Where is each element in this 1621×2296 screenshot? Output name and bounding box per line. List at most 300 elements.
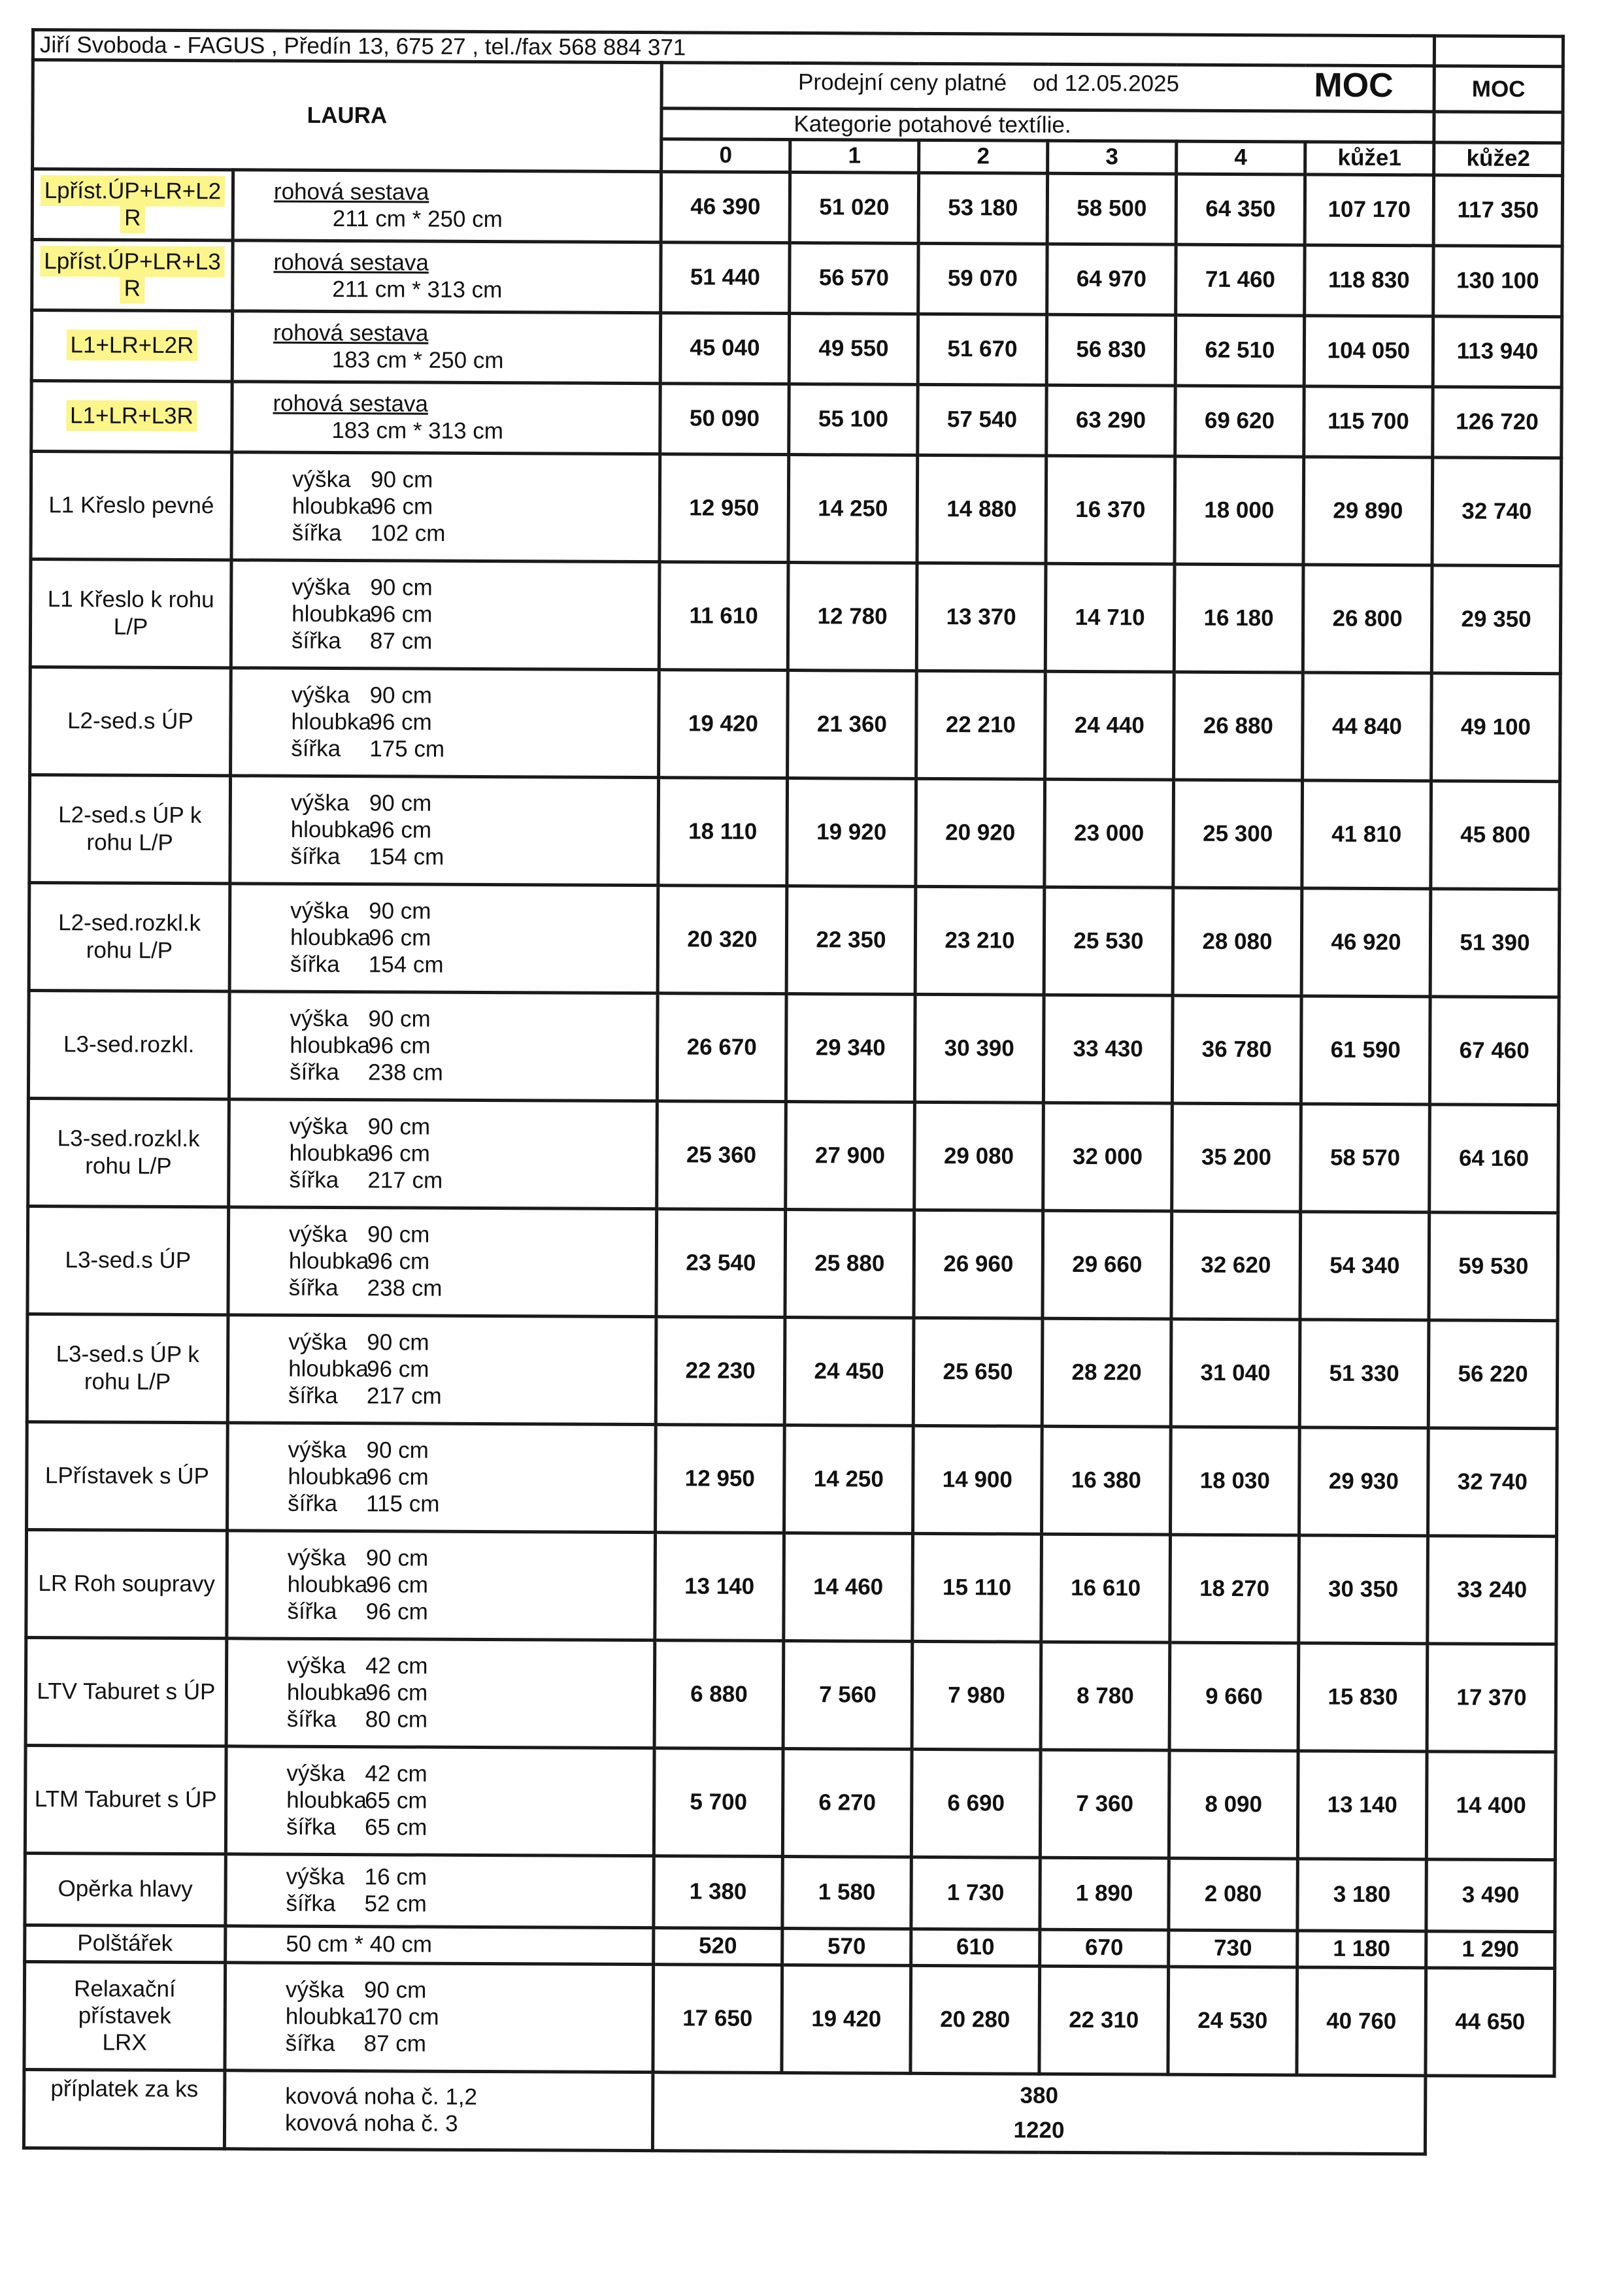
- price-cell: 14 250: [788, 454, 918, 563]
- price-cell: 5 700: [654, 1748, 783, 1856]
- price-cell: 71 460: [1176, 244, 1305, 316]
- price-cell: 64 350: [1176, 174, 1305, 245]
- table-row: [26, 1529, 1557, 1644]
- price-cell: 18 000: [1175, 456, 1304, 565]
- dimension-line: [290, 951, 656, 980]
- dimension-value: 65 cm: [364, 1814, 427, 1840]
- header-corner-cell: [1434, 36, 1563, 67]
- dimension-value: 42 cm: [365, 1652, 428, 1679]
- price-cell: 26 880: [1174, 672, 1303, 780]
- dimension-line: [286, 2003, 652, 2032]
- dimension-line: [288, 1382, 654, 1411]
- dimension-line: [292, 573, 658, 602]
- dimension-value: 80 cm: [365, 1706, 428, 1733]
- item-dimensions: [226, 1746, 654, 1855]
- surcharge-empty-cell: [1425, 2075, 1554, 2154]
- price-cell: 25 880: [785, 1209, 914, 1318]
- dimension-line: [286, 1890, 652, 1919]
- dimension-value: 52 cm: [364, 1891, 427, 1917]
- dimension-line: [286, 1863, 652, 1891]
- table-row: [32, 169, 1562, 246]
- item-dimensions: [231, 452, 660, 561]
- dimension-line: [289, 1274, 655, 1303]
- table-row: [28, 1098, 1559, 1212]
- price-cell: 63 290: [1046, 385, 1175, 456]
- price-cell: 24 440: [1045, 671, 1175, 780]
- price-cell: 33 430: [1043, 995, 1173, 1103]
- set-type: rohová sestava: [273, 390, 429, 417]
- dimension-label: hloubka: [286, 1679, 367, 1706]
- set-name-line2: R: [124, 205, 141, 231]
- set-description: [233, 240, 661, 312]
- dimension-line: [289, 1140, 655, 1169]
- dimension-value: 50 cm * 40 cm: [286, 1931, 433, 1958]
- price-cell: 26 960: [914, 1210, 1043, 1318]
- price-cell: 41 810: [1302, 780, 1431, 889]
- price-cell: 21 360: [788, 670, 917, 778]
- item-name-line: L3-sed.s ÚP: [65, 1247, 192, 1273]
- dimension-label: výška: [290, 1005, 349, 1031]
- price-cell: 64 970: [1047, 244, 1176, 315]
- table-row: [31, 451, 1562, 565]
- dimension-label: šířka: [286, 1890, 336, 1917]
- item-dimensions: [228, 1206, 657, 1316]
- item-dimensions: [231, 667, 660, 777]
- dimension-value: 90 cm: [369, 897, 431, 924]
- dimension-value: 87 cm: [363, 2031, 427, 2057]
- item-name-line: LPřístavek s ÚP: [44, 1463, 209, 1489]
- dimension-value: 90 cm: [369, 682, 433, 708]
- price-cell: 25 300: [1173, 780, 1303, 888]
- price-cell: 25 360: [657, 1101, 786, 1209]
- item-name: [29, 774, 231, 883]
- price-cell: 19 420: [782, 1965, 911, 2073]
- table-row: [30, 559, 1561, 673]
- dimension-value: 96 cm: [369, 709, 432, 735]
- price-cell: 8 780: [1041, 1642, 1170, 1750]
- price-cell: 28 080: [1173, 888, 1302, 996]
- dimension-line: [289, 1167, 655, 1195]
- dimension-value: 115 cm: [366, 1491, 440, 1517]
- price-cell: 117 350: [1433, 175, 1562, 246]
- price-cell: 1 730: [911, 1857, 1040, 1929]
- price-cell: 28 220: [1042, 1318, 1171, 1427]
- set-type: rohová sestava: [273, 178, 429, 205]
- dimension-value: 217 cm: [367, 1167, 443, 1193]
- surcharge-label: příplatek za ks: [24, 2069, 225, 2148]
- item-dimensions: [227, 1530, 656, 1640]
- dimension-line: [290, 1005, 656, 1033]
- dimension-value: 96 cm: [368, 1033, 431, 1059]
- dimension-line: [286, 1787, 652, 1816]
- item-name: [28, 990, 229, 1099]
- set-name-line1: Lpříst.ÚP+LR+L3: [44, 248, 221, 275]
- dimension-label: šířka: [292, 520, 342, 546]
- item-dimensions: [230, 775, 659, 885]
- surcharge-price-1: 380: [1020, 2082, 1059, 2108]
- price-cell: 35 200: [1172, 1103, 1301, 1212]
- item-name: [27, 1422, 228, 1530]
- price-cell: 19 920: [787, 778, 916, 886]
- dimension-value: 90 cm: [370, 574, 433, 601]
- dimension-label: výška: [290, 790, 350, 816]
- dimension-value: 90 cm: [367, 1113, 431, 1140]
- price-cell: 33 240: [1428, 1535, 1557, 1644]
- price-cell: 16 180: [1174, 564, 1303, 673]
- price-cell: 59 070: [918, 243, 1047, 314]
- set-type: rohová sestava: [273, 249, 429, 276]
- price-cell: 17 370: [1427, 1643, 1556, 1752]
- dimension-value: 238 cm: [368, 1059, 443, 1086]
- item-name: [27, 1206, 229, 1314]
- price-cell: 32 620: [1171, 1211, 1301, 1320]
- dimension-line: [290, 843, 656, 872]
- dimension-value: 96 cm: [367, 1140, 430, 1167]
- dimension-value: 90 cm: [366, 1437, 429, 1463]
- price-cell: 1 380: [654, 1855, 782, 1928]
- item-name: [24, 1961, 226, 2070]
- dimension-label: šířka: [290, 951, 340, 978]
- price-cell: 44 650: [1426, 1967, 1555, 2076]
- surcharge-prices: [652, 2072, 1426, 2154]
- highlighted-set-name: [66, 330, 197, 361]
- price-cell: 3 180: [1297, 1859, 1426, 1931]
- dimension-value: 217 cm: [366, 1383, 442, 1409]
- price-cell: 45 040: [660, 312, 789, 384]
- highlighted-set-name: [40, 246, 225, 304]
- item-dimensions: [226, 1925, 654, 1964]
- dimension-line: [291, 708, 657, 737]
- product-title: LAURA: [33, 60, 662, 171]
- item-name-line: LTM Taburet s ÚP: [34, 1786, 217, 1813]
- price-cell: 23 540: [656, 1208, 786, 1317]
- price-category-header: 2: [919, 140, 1048, 173]
- price-cell: 14 460: [784, 1533, 913, 1641]
- dimension-label: výška: [287, 1652, 346, 1678]
- price-cell: 56 570: [790, 242, 918, 314]
- price-cell: 12 950: [656, 1424, 785, 1533]
- dimension-value: 238 cm: [367, 1275, 443, 1301]
- set-type: rohová sestava: [273, 320, 429, 346]
- dimension-value: 90 cm: [367, 1329, 429, 1356]
- set-dimensions: 183 cm * 250 cm: [331, 347, 504, 374]
- price-cell: 6 270: [782, 1748, 912, 1857]
- price-cell: 19 420: [659, 669, 788, 778]
- price-cell: 51 390: [1430, 888, 1560, 997]
- dimension-label: hloubka: [287, 1571, 368, 1598]
- table-row: [29, 882, 1560, 997]
- dimension-label: šířka: [291, 627, 341, 654]
- price-cell: 56 830: [1046, 314, 1175, 386]
- table-row: [31, 310, 1562, 387]
- price-cell: 49 100: [1431, 673, 1561, 781]
- dimension-line: [287, 1652, 653, 1680]
- dimension-label: hloubka: [289, 1140, 370, 1167]
- item-name: [25, 1637, 227, 1746]
- set-name: [32, 239, 233, 310]
- table-row: [27, 1422, 1558, 1536]
- price-cell: 16 610: [1041, 1534, 1171, 1642]
- price-cell: 11 610: [659, 561, 788, 670]
- dimension-line: [291, 789, 657, 818]
- set-description: [232, 381, 660, 454]
- price-cell: 62 510: [1175, 315, 1304, 386]
- dimension-line: [291, 735, 657, 764]
- item-name-line: L1 Křeslo k rohu: [47, 586, 214, 613]
- price-cell: 730: [1169, 1930, 1297, 1967]
- table-row: [29, 774, 1560, 889]
- price-cell: 14 880: [917, 455, 1046, 563]
- item-dimensions: [227, 1422, 656, 1532]
- item-dimensions: [226, 1638, 655, 1748]
- price-cell: 51 440: [661, 242, 790, 313]
- price-cell: 113 940: [1433, 316, 1562, 387]
- item-name-line: přístavek: [78, 2003, 171, 2029]
- price-cell: 50 090: [660, 383, 789, 454]
- price-cell: 61 590: [1301, 996, 1430, 1105]
- price-cell: 115 700: [1304, 386, 1433, 458]
- dimension-label: hloubka: [290, 816, 371, 843]
- item-name-line: L3-sed.rozkl.k: [57, 1125, 200, 1152]
- surcharge-row: [24, 2069, 1554, 2154]
- dimension-line: [288, 1571, 654, 1600]
- dimension-label: šířka: [285, 2030, 335, 2057]
- item-dimensions: [231, 559, 660, 669]
- dimension-line: [287, 1706, 653, 1735]
- dimension-line: [291, 816, 657, 845]
- dimension-line: [288, 1436, 654, 1465]
- table-row: [25, 1853, 1555, 1931]
- item-name-line: L/P: [113, 614, 148, 640]
- price-cell: 20 920: [916, 778, 1045, 887]
- moc-label-1: MOC: [1314, 66, 1394, 105]
- table-row: [25, 1745, 1556, 1859]
- price-cell: 55 100: [789, 384, 918, 455]
- item-name: [30, 559, 231, 667]
- dimension-line: [286, 2030, 652, 2059]
- price-cell: 32 740: [1428, 1427, 1558, 1536]
- dimension-value: 154 cm: [369, 844, 444, 870]
- dimension-line: [287, 1679, 653, 1708]
- price-cell: 57 540: [918, 384, 1046, 456]
- price-cell: 1 890: [1040, 1857, 1169, 1930]
- price-cell: 27 900: [786, 1101, 915, 1210]
- price-category-header: kůže1: [1305, 142, 1434, 175]
- item-name-line: L2-sed.s ÚP k: [58, 802, 202, 829]
- item-name-line: rohu L/P: [85, 1152, 172, 1179]
- price-cell: 22 310: [1039, 1966, 1169, 2074]
- set-name: [31, 310, 232, 381]
- item-name-line: L3-sed.s ÚP k: [56, 1341, 199, 1368]
- price-cell: 104 050: [1304, 316, 1433, 387]
- price-cell: 107 170: [1305, 175, 1433, 246]
- price-cell: 13 370: [916, 563, 1046, 671]
- price-category-header: 3: [1048, 141, 1177, 174]
- price-cell: 40 760: [1297, 1967, 1426, 2076]
- dimension-line: [286, 1976, 652, 2005]
- dimension-label: šířka: [287, 1598, 337, 1625]
- dimension-label: výška: [288, 1221, 348, 1247]
- price-cell: 24 530: [1168, 1967, 1297, 2075]
- dimension-value: 102 cm: [370, 520, 446, 546]
- dimension-line: [287, 1598, 653, 1627]
- price-cell: 15 830: [1298, 1643, 1428, 1752]
- dimension-value: 96 cm: [370, 493, 433, 520]
- price-cell: 8 090: [1169, 1750, 1298, 1859]
- set-name-line2: R: [124, 275, 141, 301]
- company-header: Jiří Svoboda - FAGUS , Předín 13, 675 27 , tel./fax 568 884 371: [33, 29, 1434, 66]
- price-category-header: 1: [790, 139, 919, 173]
- dimension-label: hloubka: [288, 1248, 369, 1274]
- item-name-line: rohu L/P: [84, 1368, 171, 1395]
- validity-date: od 12.05.2025: [1033, 70, 1180, 97]
- table-row: [25, 1637, 1556, 1752]
- dimension-value: 96 cm: [366, 1464, 429, 1490]
- dimension-label: šířka: [289, 1167, 339, 1193]
- dimension-value: 170 cm: [363, 2004, 439, 2030]
- price-cell: 23 210: [915, 886, 1044, 995]
- dimension-label: šířka: [288, 1382, 338, 1409]
- price-cell: 1 180: [1297, 1931, 1426, 1968]
- surcharge-leg-1: kovová noha č. 1,2: [285, 2083, 478, 2110]
- price-cell: 29 340: [786, 993, 915, 1102]
- price-cell: 1 580: [782, 1856, 911, 1929]
- table-row: [27, 1206, 1558, 1320]
- price-cell: 14 900: [913, 1425, 1043, 1534]
- price-cell: 570: [782, 1928, 911, 1965]
- dimension-value: 96 cm: [365, 1599, 428, 1625]
- dimension-value: 65 cm: [365, 1788, 427, 1814]
- dimension-label: výška: [290, 897, 349, 923]
- dimension-value: 96 cm: [368, 925, 431, 951]
- category-corner-cell: [1434, 112, 1563, 142]
- price-cell: 20 320: [658, 885, 787, 993]
- dimension-label: výška: [287, 1544, 346, 1571]
- table-row: [28, 990, 1559, 1105]
- dimension-line: [286, 1814, 652, 1842]
- dimension-label: výška: [289, 1113, 348, 1139]
- price-cell: 16 370: [1046, 456, 1175, 564]
- dimension-label: výška: [292, 574, 350, 600]
- price-cell: 7 980: [912, 1641, 1041, 1750]
- item-name-line: L2-sed.s ÚP: [67, 708, 193, 735]
- dimension-label: hloubka: [290, 1032, 370, 1059]
- dimension-line: [289, 1220, 655, 1249]
- table-row: [32, 239, 1562, 316]
- price-cell: 13 140: [655, 1532, 784, 1640]
- price-cell: 32 740: [1432, 457, 1562, 565]
- set-name: [32, 169, 233, 240]
- dimension-line: [288, 1490, 654, 1519]
- set-name-line1: Lpříst.ÚP+LR+L2: [44, 177, 222, 205]
- item-name: [29, 882, 230, 991]
- dimension-value: 96 cm: [367, 1356, 429, 1382]
- price-cell: 54 340: [1300, 1212, 1429, 1320]
- item-name-line: Relaxační: [74, 1975, 176, 2002]
- dimension-value: 90 cm: [369, 790, 432, 816]
- price-cell: 15 110: [912, 1533, 1042, 1642]
- price-cell: 12 950: [660, 454, 789, 562]
- set-dimensions: 211 cm * 313 cm: [332, 276, 503, 303]
- price-cell: 51 020: [790, 172, 918, 243]
- dimension-label: výška: [286, 1760, 345, 1786]
- dimension-label: šířka: [286, 1706, 337, 1733]
- price-cell: 30 350: [1299, 1535, 1428, 1644]
- surcharge-description: [224, 2070, 653, 2150]
- price-cell: 32 000: [1043, 1103, 1173, 1211]
- price-cell: 18 110: [658, 777, 788, 886]
- price-cell: 14 710: [1045, 563, 1175, 672]
- price-cell: 56 220: [1428, 1320, 1558, 1428]
- price-cell: 610: [911, 1929, 1040, 1966]
- price-cell: 22 230: [656, 1316, 785, 1425]
- price-cell: 29 660: [1043, 1210, 1172, 1319]
- price-cell: 25 530: [1044, 887, 1173, 995]
- dimension-value: 42 cm: [365, 1760, 427, 1787]
- highlighted-set-name: [66, 401, 197, 432]
- price-cell: 126 720: [1433, 386, 1562, 458]
- price-cell: 29 890: [1303, 457, 1433, 565]
- table-row: [27, 1314, 1558, 1428]
- price-cell: 29 930: [1299, 1427, 1429, 1536]
- dimension-label: šířka: [291, 735, 341, 762]
- dimension-label: hloubka: [291, 708, 372, 735]
- category-header: Kategorie potahové textílie.: [661, 108, 1434, 142]
- dimension-label: šířka: [288, 1490, 338, 1517]
- dimension-line: [288, 1544, 654, 1572]
- item-name-line: Opěrka hlavy: [58, 1876, 193, 1903]
- price-cell: 670: [1040, 1929, 1169, 1967]
- price-category-header: 0: [661, 139, 790, 172]
- price-cell: 69 620: [1175, 386, 1304, 457]
- price-cell: 64 160: [1429, 1104, 1559, 1212]
- dimension-line: [288, 1356, 654, 1384]
- dimension-value: 96 cm: [365, 1680, 428, 1706]
- price-cell: 3 490: [1426, 1859, 1555, 1931]
- dimension-label: hloubka: [292, 601, 372, 627]
- dimension-line: [286, 1759, 652, 1788]
- moc-label-2: MOC: [1434, 66, 1563, 112]
- dimension-line: [292, 520, 658, 548]
- item-name: [27, 1314, 228, 1422]
- dimension-value: 96 cm: [367, 1248, 430, 1274]
- price-cell: 36 780: [1172, 995, 1301, 1104]
- price-cell: 14 250: [784, 1425, 914, 1533]
- price-category-header: 4: [1177, 141, 1305, 175]
- item-name: [26, 1529, 227, 1638]
- dimension-label: šířka: [290, 1059, 340, 1086]
- set-name-line1: L1+LR+L3R: [69, 403, 193, 429]
- item-dimensions: [225, 1962, 654, 2072]
- price-cell: 14 400: [1426, 1751, 1556, 1859]
- item-dimensions: [229, 1099, 658, 1208]
- dimension-label: výška: [292, 466, 351, 492]
- price-table: [22, 28, 1565, 2156]
- dimension-line: [292, 465, 658, 494]
- price-cell: 26 800: [1303, 565, 1432, 673]
- item-name-line: Polštářek: [77, 1930, 173, 1957]
- dimension-label: šířka: [288, 1274, 339, 1301]
- price-cell: 6 690: [911, 1749, 1041, 1857]
- price-cell: 13 140: [1297, 1751, 1427, 1859]
- dimension-label: výška: [291, 682, 350, 708]
- dimension-value: 90 cm: [370, 466, 433, 493]
- item-name: [25, 1853, 226, 1925]
- dimension-label: hloubka: [290, 924, 371, 951]
- set-description: [233, 169, 661, 242]
- dimension-line: [290, 897, 656, 925]
- dimension-line: [288, 1463, 654, 1492]
